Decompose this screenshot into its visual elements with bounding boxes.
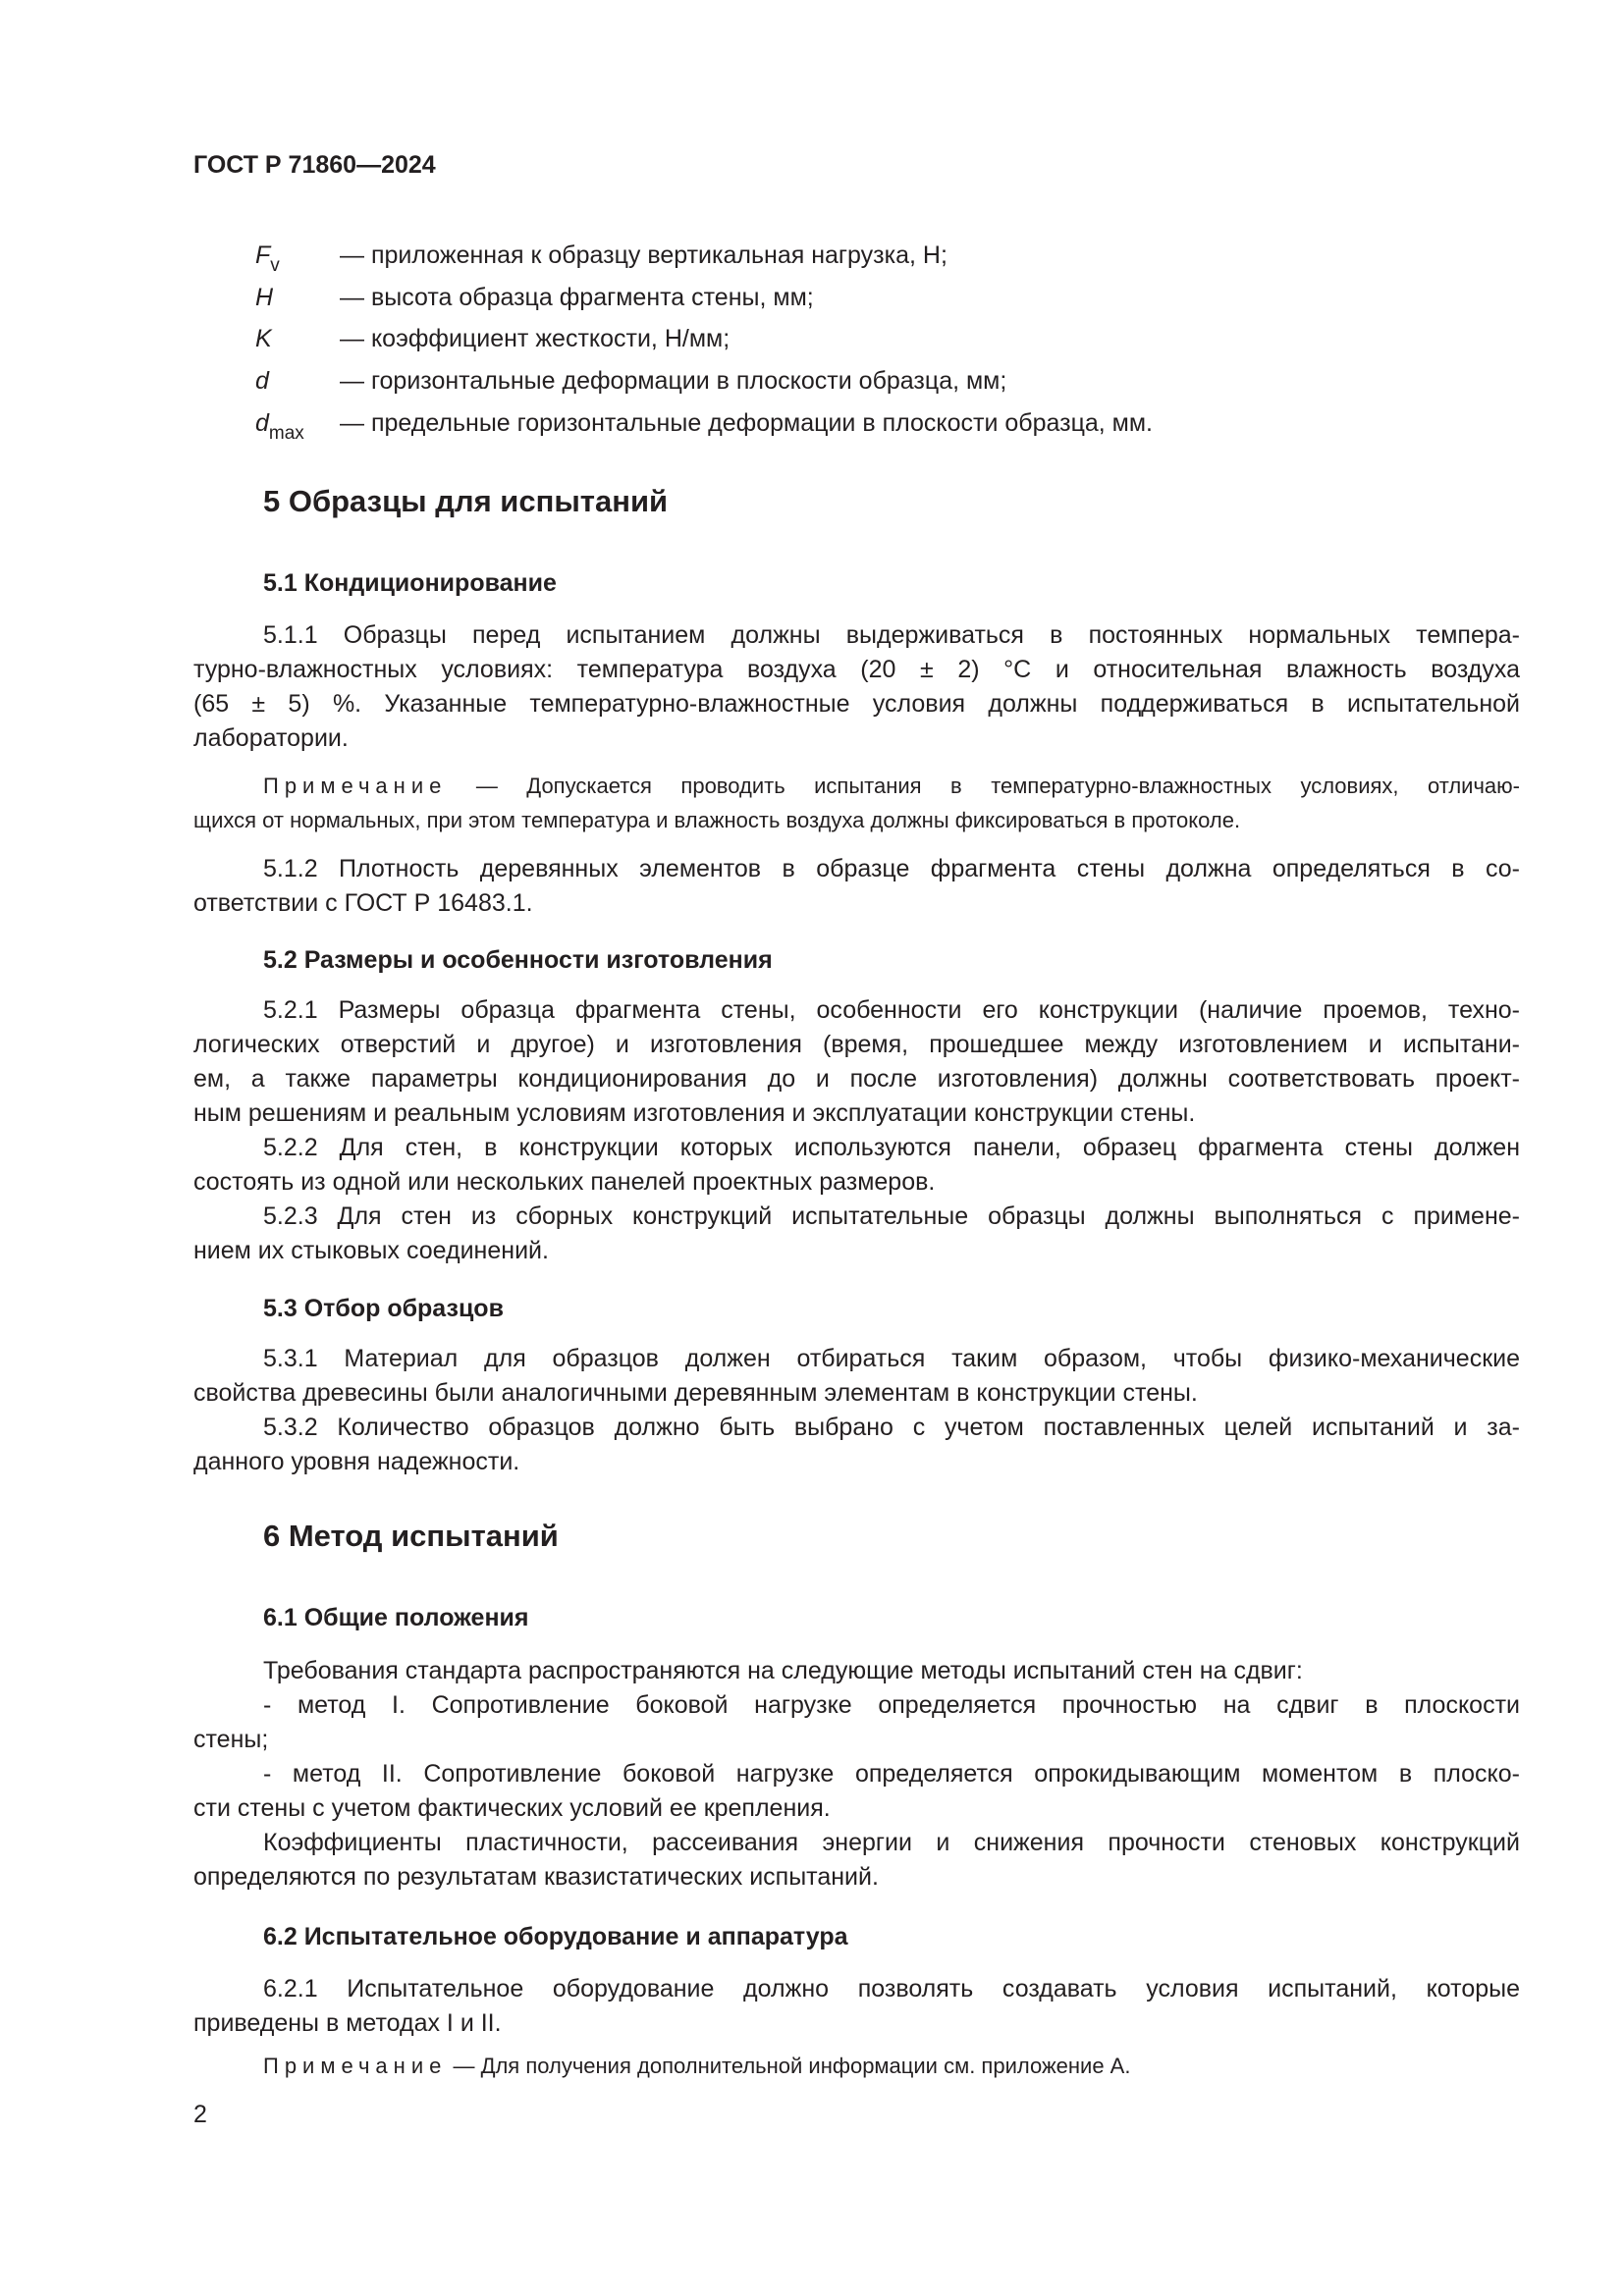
section-5-heading: 5 Образцы для испытаний <box>263 484 669 518</box>
paragraph-6-1: Требования стандарта распространяются на следующие методы испытаний стен на сдвиг: - метод I. Сопротивление боковой нагрузке определяется прочностью на сдвиг в плоскости стены; - метод II. Сопротивление боковой нагрузке определяется опрокидывающим моментом в плоско- сти стены с учетом фактических условий ее крепления. Коэффициенты пластичности, рассеивания энергии и снижения прочности стеновых конструкций определяются по результатам квазистатических испытаний. <box>193 1657 1520 1891</box>
note-label: Примечание <box>263 2054 448 2078</box>
paragraph-5-3-1: 5.3.1 Материал для образцов должен отбираться таким образом, чтобы физико-механические свойства древесины были аналогичными деревянным элементам в конструкции стены. <box>193 1345 1520 1407</box>
subsection-5-2-heading: 5.2 Размеры и особенности изготовления <box>263 946 773 974</box>
paragraph-5-2-3: 5.2.3 Для стен из сборных конструкций испытательные образцы должны выполняться с примене- нием их стыковых соединений. <box>193 1202 1520 1264</box>
paragraph-5-1-2: 5.1.2 Плотность деревянных элементов в образце фрагмента стены должна определяться в со- ответствии с ГОСТ Р 16483.1. <box>193 855 1520 917</box>
symbol: $d_{max}$ <box>255 409 304 444</box>
paragraph-5-3-2: 5.3.2 Количество образцов должно быть выбрано с учетом поставленных целей испытаний и за- данного уровня надежности. <box>193 1414 1520 1475</box>
symbol-row <box>255 236 947 275</box>
paragraph-5-2-2: 5.2.2 Для стен, в конструкции которых используются панели, образец фрагмента стены должен состоять из одной или нескольких панелей проектных размеров. <box>193 1134 1520 1196</box>
symbol-description: — предельные горизонтальные деформации в плоскости образца, мм. <box>340 409 1154 437</box>
paragraph-5-2-1: 5.2.1 Размеры образца фрагмента стены, особенности его конструкции (наличие проемов, техно- логических отверстий и другое) и изготовления (время, прошедшее между изготовлением и испытани- ем, а также параметры кондиционирования до и после изготовления) должны соответствовать проект- ным решениям и реальным условиям изготовления и эксплуатации конструкции стены. <box>193 996 1520 1127</box>
symbol: $F_v$ <box>255 241 280 276</box>
note-label: Примечание <box>263 774 448 798</box>
paragraph-5-1-1: 5.1.1 Образцы перед испытанием должны выдерживаться в постоянных нормальных темпера- турно-влажностных условиях: температура воздуха (20 ± 2) °С и относительная влажность воздуха (65 ± 5) %. Указанные температурно-влажностные условия должны поддерживаться в испытательной лаборатории. <box>193 621 1520 752</box>
symbol: K <box>255 325 272 352</box>
symbol-row <box>255 403 1153 443</box>
standard-code-header: ГОСТ Р 71860—2024 <box>193 151 436 179</box>
symbol-row <box>255 278 814 317</box>
subsection-6-2-heading: 6.2 Испытательное оборудование и аппаратура <box>263 1923 848 1950</box>
subsection-5-3-heading: 5.3 Отбор образцов <box>263 1295 504 1322</box>
symbol-description: — высота образца фрагмента стены, мм; <box>340 284 814 311</box>
subsection-6-1-heading: 6.1 Общие положения <box>263 1604 529 1631</box>
symbol-description: — коэффициент жесткости, Н/мм; <box>340 325 731 352</box>
note-6-2: Примечание — Для получения дополнительной информации см. приложение А. <box>263 2054 1131 2078</box>
note-5-1: Примечание — Допускается проводить испытания в температурно-влажностных условиях, отличаю- щихся от нормальных, при этом температура и влажность воздуха должны фиксироваться в протоколе. <box>193 774 1520 832</box>
page-number: 2 <box>193 2101 207 2128</box>
symbol-row <box>255 361 1006 400</box>
symbol-description: — приложенная к образцу вертикальная нагрузка, Н; <box>340 241 947 269</box>
subsection-5-1-heading: 5.1 Кондиционирование <box>263 569 557 597</box>
symbol-row <box>255 319 730 358</box>
section-6-heading: 6 Метод испытаний <box>263 1519 559 1553</box>
symbol: d <box>255 367 269 395</box>
paragraph-6-2-1: 6.2.1 Испытательное оборудование должно позволять создавать условия испытаний, которые приведены в методах I и II. <box>193 1975 1520 2037</box>
symbol-description: — горизонтальные деформации в плоскости образца, мм; <box>340 367 1007 395</box>
symbol: H <box>255 284 274 311</box>
